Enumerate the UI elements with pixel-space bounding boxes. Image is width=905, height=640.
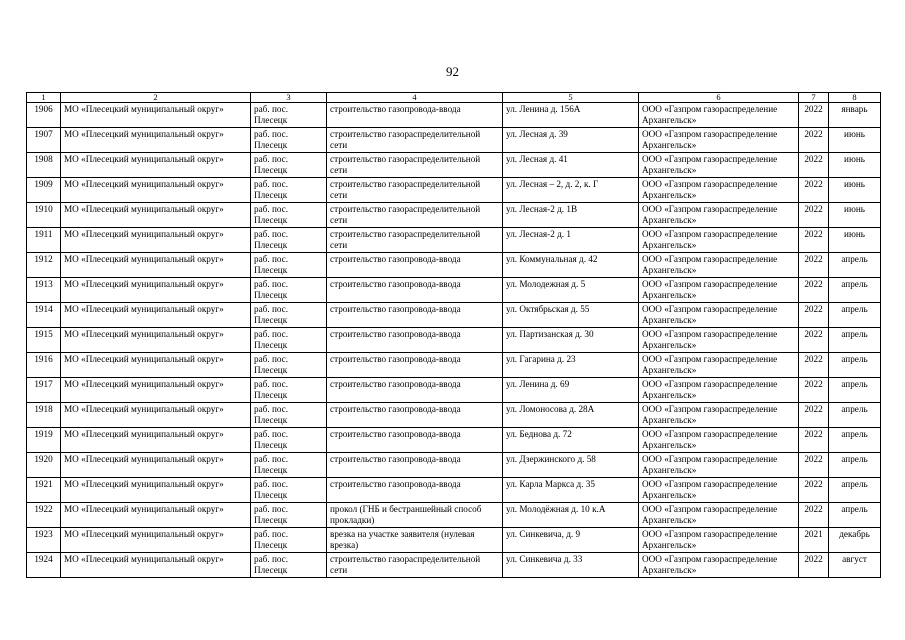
cell-municipality: МО «Плесецкий муниципальный округ» [61, 378, 251, 403]
column-header: 4 [327, 93, 503, 103]
cell-row-number: 1915 [27, 328, 61, 353]
cell-organization: ООО «Газпром газораспределение Архангельск» [639, 378, 799, 403]
cell-year: 2022 [799, 253, 829, 278]
cell-settlement: раб. пос. Плесецк [251, 528, 327, 553]
cell-month: январь [829, 103, 881, 128]
cell-row-number: 1920 [27, 453, 61, 478]
cell-work-type: строительство газопровода-ввода [327, 453, 503, 478]
column-header: 3 [251, 93, 327, 103]
cell-address: ул. Дзержинского д. 58 [503, 453, 639, 478]
table-row [27, 353, 881, 378]
cell-settlement: раб. пос. Плесецк [251, 303, 327, 328]
cell-year: 2022 [799, 378, 829, 403]
cell-month: июнь [829, 153, 881, 178]
column-header: 5 [503, 93, 639, 103]
table-row [27, 453, 881, 478]
cell-year: 2022 [799, 128, 829, 153]
cell-work-type: строительство газопровода-ввода [327, 478, 503, 503]
cell-settlement: раб. пос. Плесецк [251, 278, 327, 303]
table-row [27, 253, 881, 278]
table-row [27, 328, 881, 353]
cell-organization: ООО «Газпром газораспределение Архангельск» [639, 203, 799, 228]
cell-municipality: МО «Плесецкий муниципальный округ» [61, 528, 251, 553]
cell-month: июнь [829, 203, 881, 228]
cell-organization: ООО «Газпром газораспределение Архангельск» [639, 128, 799, 153]
cell-organization: ООО «Газпром газораспределение Архангельск» [639, 153, 799, 178]
cell-address: ул. Беднова д. 72 [503, 428, 639, 453]
cell-settlement: раб. пос. Плесецк [251, 453, 327, 478]
cell-work-type: строительство газопровода-ввода [327, 253, 503, 278]
cell-work-type: строительство газораспределительной сети [327, 553, 503, 578]
cell-address: ул. Синкевича д. 33 [503, 553, 639, 578]
cell-row-number: 1906 [27, 103, 61, 128]
cell-work-type: строительство газораспределительной сети [327, 228, 503, 253]
cell-month: июнь [829, 178, 881, 203]
cell-year: 2022 [799, 153, 829, 178]
table-row [27, 228, 881, 253]
cell-settlement: раб. пос. Плесецк [251, 328, 327, 353]
cell-row-number: 1918 [27, 403, 61, 428]
cell-year: 2021 [799, 528, 829, 553]
cell-year: 2022 [799, 228, 829, 253]
cell-organization: ООО «Газпром газораспределение Архангельск» [639, 553, 799, 578]
cell-settlement: раб. пос. Плесецк [251, 228, 327, 253]
header-row [27, 93, 881, 103]
cell-row-number: 1919 [27, 428, 61, 453]
column-header: 7 [799, 93, 829, 103]
cell-organization: ООО «Газпром газораспределение Архангельск» [639, 328, 799, 353]
cell-address: ул. Молодёжная д. 10 к.А [503, 503, 639, 528]
page-number: 92 [446, 64, 459, 79]
cell-organization: ООО «Газпром газораспределение Архангельск» [639, 503, 799, 528]
cell-row-number: 1923 [27, 528, 61, 553]
cell-month: декабрь [829, 528, 881, 553]
cell-settlement: раб. пос. Плесецк [251, 378, 327, 403]
cell-address: ул. Партизанская д. 30 [503, 328, 639, 353]
cell-year: 2022 [799, 478, 829, 503]
cell-row-number: 1913 [27, 278, 61, 303]
cell-year: 2022 [799, 103, 829, 128]
table-row [27, 503, 881, 528]
cell-settlement: раб. пос. Плесецк [251, 253, 327, 278]
cell-settlement: раб. пос. Плесецк [251, 178, 327, 203]
cell-municipality: МО «Плесецкий муниципальный округ» [61, 253, 251, 278]
cell-address: ул. Карла Маркса д. 35 [503, 478, 639, 503]
table-row [27, 303, 881, 328]
cell-organization: ООО «Газпром газораспределение Архангельск» [639, 303, 799, 328]
cell-month: апрель [829, 428, 881, 453]
cell-year: 2022 [799, 303, 829, 328]
cell-row-number: 1912 [27, 253, 61, 278]
cell-organization: ООО «Газпром газораспределение Архангельск» [639, 403, 799, 428]
cell-work-type: прокол (ГНБ и бестраншейный способ прокладки) [327, 503, 503, 528]
cell-work-type: врезка на участке заявителя (нулевая врезка) [327, 528, 503, 553]
cell-year: 2022 [799, 553, 829, 578]
cell-address: ул. Ленина д. 69 [503, 378, 639, 403]
cell-organization: ООО «Газпром газораспределение Архангельск» [639, 528, 799, 553]
cell-organization: ООО «Газпром газораспределение Архангельск» [639, 278, 799, 303]
cell-settlement: раб. пос. Плесецк [251, 478, 327, 503]
cell-settlement: раб. пос. Плесецк [251, 128, 327, 153]
cell-settlement: раб. пос. Плесецк [251, 553, 327, 578]
cell-month: апрель [829, 453, 881, 478]
cell-month: апрель [829, 503, 881, 528]
table-row [27, 128, 881, 153]
table-row [27, 203, 881, 228]
cell-municipality: МО «Плесецкий муниципальный округ» [61, 553, 251, 578]
table-row [27, 428, 881, 453]
table-row [27, 178, 881, 203]
cell-settlement: раб. пос. Плесецк [251, 403, 327, 428]
cell-municipality: МО «Плесецкий муниципальный округ» [61, 478, 251, 503]
cell-address: ул. Лесная д. 41 [503, 153, 639, 178]
cell-municipality: МО «Плесецкий муниципальный округ» [61, 178, 251, 203]
cell-address: ул. Коммунальная д. 42 [503, 253, 639, 278]
cell-address: ул. Лесная – 2, д. 2, к. Г [503, 178, 639, 203]
cell-month: июнь [829, 128, 881, 153]
cell-row-number: 1909 [27, 178, 61, 203]
cell-year: 2022 [799, 403, 829, 428]
cell-work-type: строительство газопровода-ввода [327, 403, 503, 428]
cell-work-type: строительство газопровода-ввода [327, 428, 503, 453]
cell-year: 2022 [799, 203, 829, 228]
cell-settlement: раб. пос. Плесецк [251, 503, 327, 528]
table-row [27, 478, 881, 503]
cell-municipality: МО «Плесецкий муниципальный округ» [61, 128, 251, 153]
cell-municipality: МО «Плесецкий муниципальный округ» [61, 503, 251, 528]
cell-month: август [829, 553, 881, 578]
cell-settlement: раб. пос. Плесецк [251, 353, 327, 378]
cell-address: ул. Лесная-2 д. 1 [503, 228, 639, 253]
cell-row-number: 1907 [27, 128, 61, 153]
cell-municipality: МО «Плесецкий муниципальный округ» [61, 328, 251, 353]
cell-month: апрель [829, 353, 881, 378]
table-row [27, 278, 881, 303]
cell-work-type: строительство газопровода-ввода [327, 303, 503, 328]
cell-row-number: 1911 [27, 228, 61, 253]
cell-row-number: 1914 [27, 303, 61, 328]
cell-settlement: раб. пос. Плесецк [251, 428, 327, 453]
cell-work-type: строительство газопровода-ввода [327, 278, 503, 303]
table-row [27, 378, 881, 403]
cell-year: 2022 [799, 328, 829, 353]
cell-row-number: 1916 [27, 353, 61, 378]
cell-organization: ООО «Газпром газораспределение Архангельск» [639, 228, 799, 253]
cell-year: 2022 [799, 428, 829, 453]
table-row [27, 528, 881, 553]
cell-month: июнь [829, 228, 881, 253]
cell-organization: ООО «Газпром газораспределение Архангельск» [639, 428, 799, 453]
cell-municipality: МО «Плесецкий муниципальный округ» [61, 353, 251, 378]
cell-organization: ООО «Газпром газораспределение Архангельск» [639, 103, 799, 128]
cell-address: ул. Ломоносова д. 28А [503, 403, 639, 428]
cell-row-number: 1922 [27, 503, 61, 528]
cell-month: апрель [829, 478, 881, 503]
table-row [27, 103, 881, 128]
table-row [27, 553, 881, 578]
cell-year: 2022 [799, 453, 829, 478]
cell-month: апрель [829, 278, 881, 303]
cell-work-type: строительство газораспределительной сети [327, 128, 503, 153]
cell-organization: ООО «Газпром газораспределение Архангельск» [639, 478, 799, 503]
cell-work-type: строительство газораспределительной сети [327, 153, 503, 178]
column-header: 8 [829, 93, 881, 103]
cell-address: ул. Ленина д. 156А [503, 103, 639, 128]
cell-municipality: МО «Плесецкий муниципальный округ» [61, 428, 251, 453]
cell-municipality: МО «Плесецкий муниципальный округ» [61, 103, 251, 128]
cell-address: ул. Лесная-2 д. 1В [503, 203, 639, 228]
cell-address: ул. Октябрьская д. 55 [503, 303, 639, 328]
cell-municipality: МО «Плесецкий муниципальный округ» [61, 453, 251, 478]
cell-month: апрель [829, 328, 881, 353]
cell-settlement: раб. пос. Плесецк [251, 103, 327, 128]
cell-organization: ООО «Газпром газораспределение Архангельск» [639, 253, 799, 278]
cell-year: 2022 [799, 503, 829, 528]
cell-municipality: МО «Плесецкий муниципальный округ» [61, 203, 251, 228]
cell-year: 2022 [799, 178, 829, 203]
table-row [27, 403, 881, 428]
cell-municipality: МО «Плесецкий муниципальный округ» [61, 153, 251, 178]
cell-work-type: строительство газопровода-ввода [327, 328, 503, 353]
cell-municipality: МО «Плесецкий муниципальный округ» [61, 228, 251, 253]
cell-row-number: 1908 [27, 153, 61, 178]
cell-address: ул. Лесная д. 39 [503, 128, 639, 153]
cell-row-number: 1917 [27, 378, 61, 403]
cell-settlement: раб. пос. Плесецк [251, 203, 327, 228]
cell-work-type: строительство газопровода-ввода [327, 378, 503, 403]
cell-organization: ООО «Газпром газораспределение Архангельск» [639, 453, 799, 478]
cell-municipality: МО «Плесецкий муниципальный округ» [61, 303, 251, 328]
column-header: 2 [61, 93, 251, 103]
gasification-table [26, 92, 881, 578]
cell-year: 2022 [799, 278, 829, 303]
cell-year: 2022 [799, 353, 829, 378]
column-header: 6 [639, 93, 799, 103]
cell-organization: ООО «Газпром газораспределение Архангельск» [639, 178, 799, 203]
cell-month: апрель [829, 403, 881, 428]
cell-work-type: строительство газопровода-ввода [327, 353, 503, 378]
cell-organization: ООО «Газпром газораспределение Архангельск» [639, 353, 799, 378]
cell-month: апрель [829, 253, 881, 278]
cell-municipality: МО «Плесецкий муниципальный округ» [61, 403, 251, 428]
cell-row-number: 1921 [27, 478, 61, 503]
cell-address: ул. Молодежная д. 5 [503, 278, 639, 303]
cell-month: апрель [829, 303, 881, 328]
cell-row-number: 1924 [27, 553, 61, 578]
cell-work-type: строительство газораспределительной сети [327, 178, 503, 203]
cell-work-type: строительство газопровода-ввода [327, 103, 503, 128]
cell-work-type: строительство газораспределительной сети [327, 203, 503, 228]
cell-settlement: раб. пос. Плесецк [251, 153, 327, 178]
cell-address: ул. Синкевича, д. 9 [503, 528, 639, 553]
cell-month: апрель [829, 378, 881, 403]
table-row [27, 153, 881, 178]
cell-municipality: МО «Плесецкий муниципальный округ» [61, 278, 251, 303]
cell-address: ул. Гагарина д. 23 [503, 353, 639, 378]
column-header: 1 [27, 93, 61, 103]
cell-row-number: 1910 [27, 203, 61, 228]
